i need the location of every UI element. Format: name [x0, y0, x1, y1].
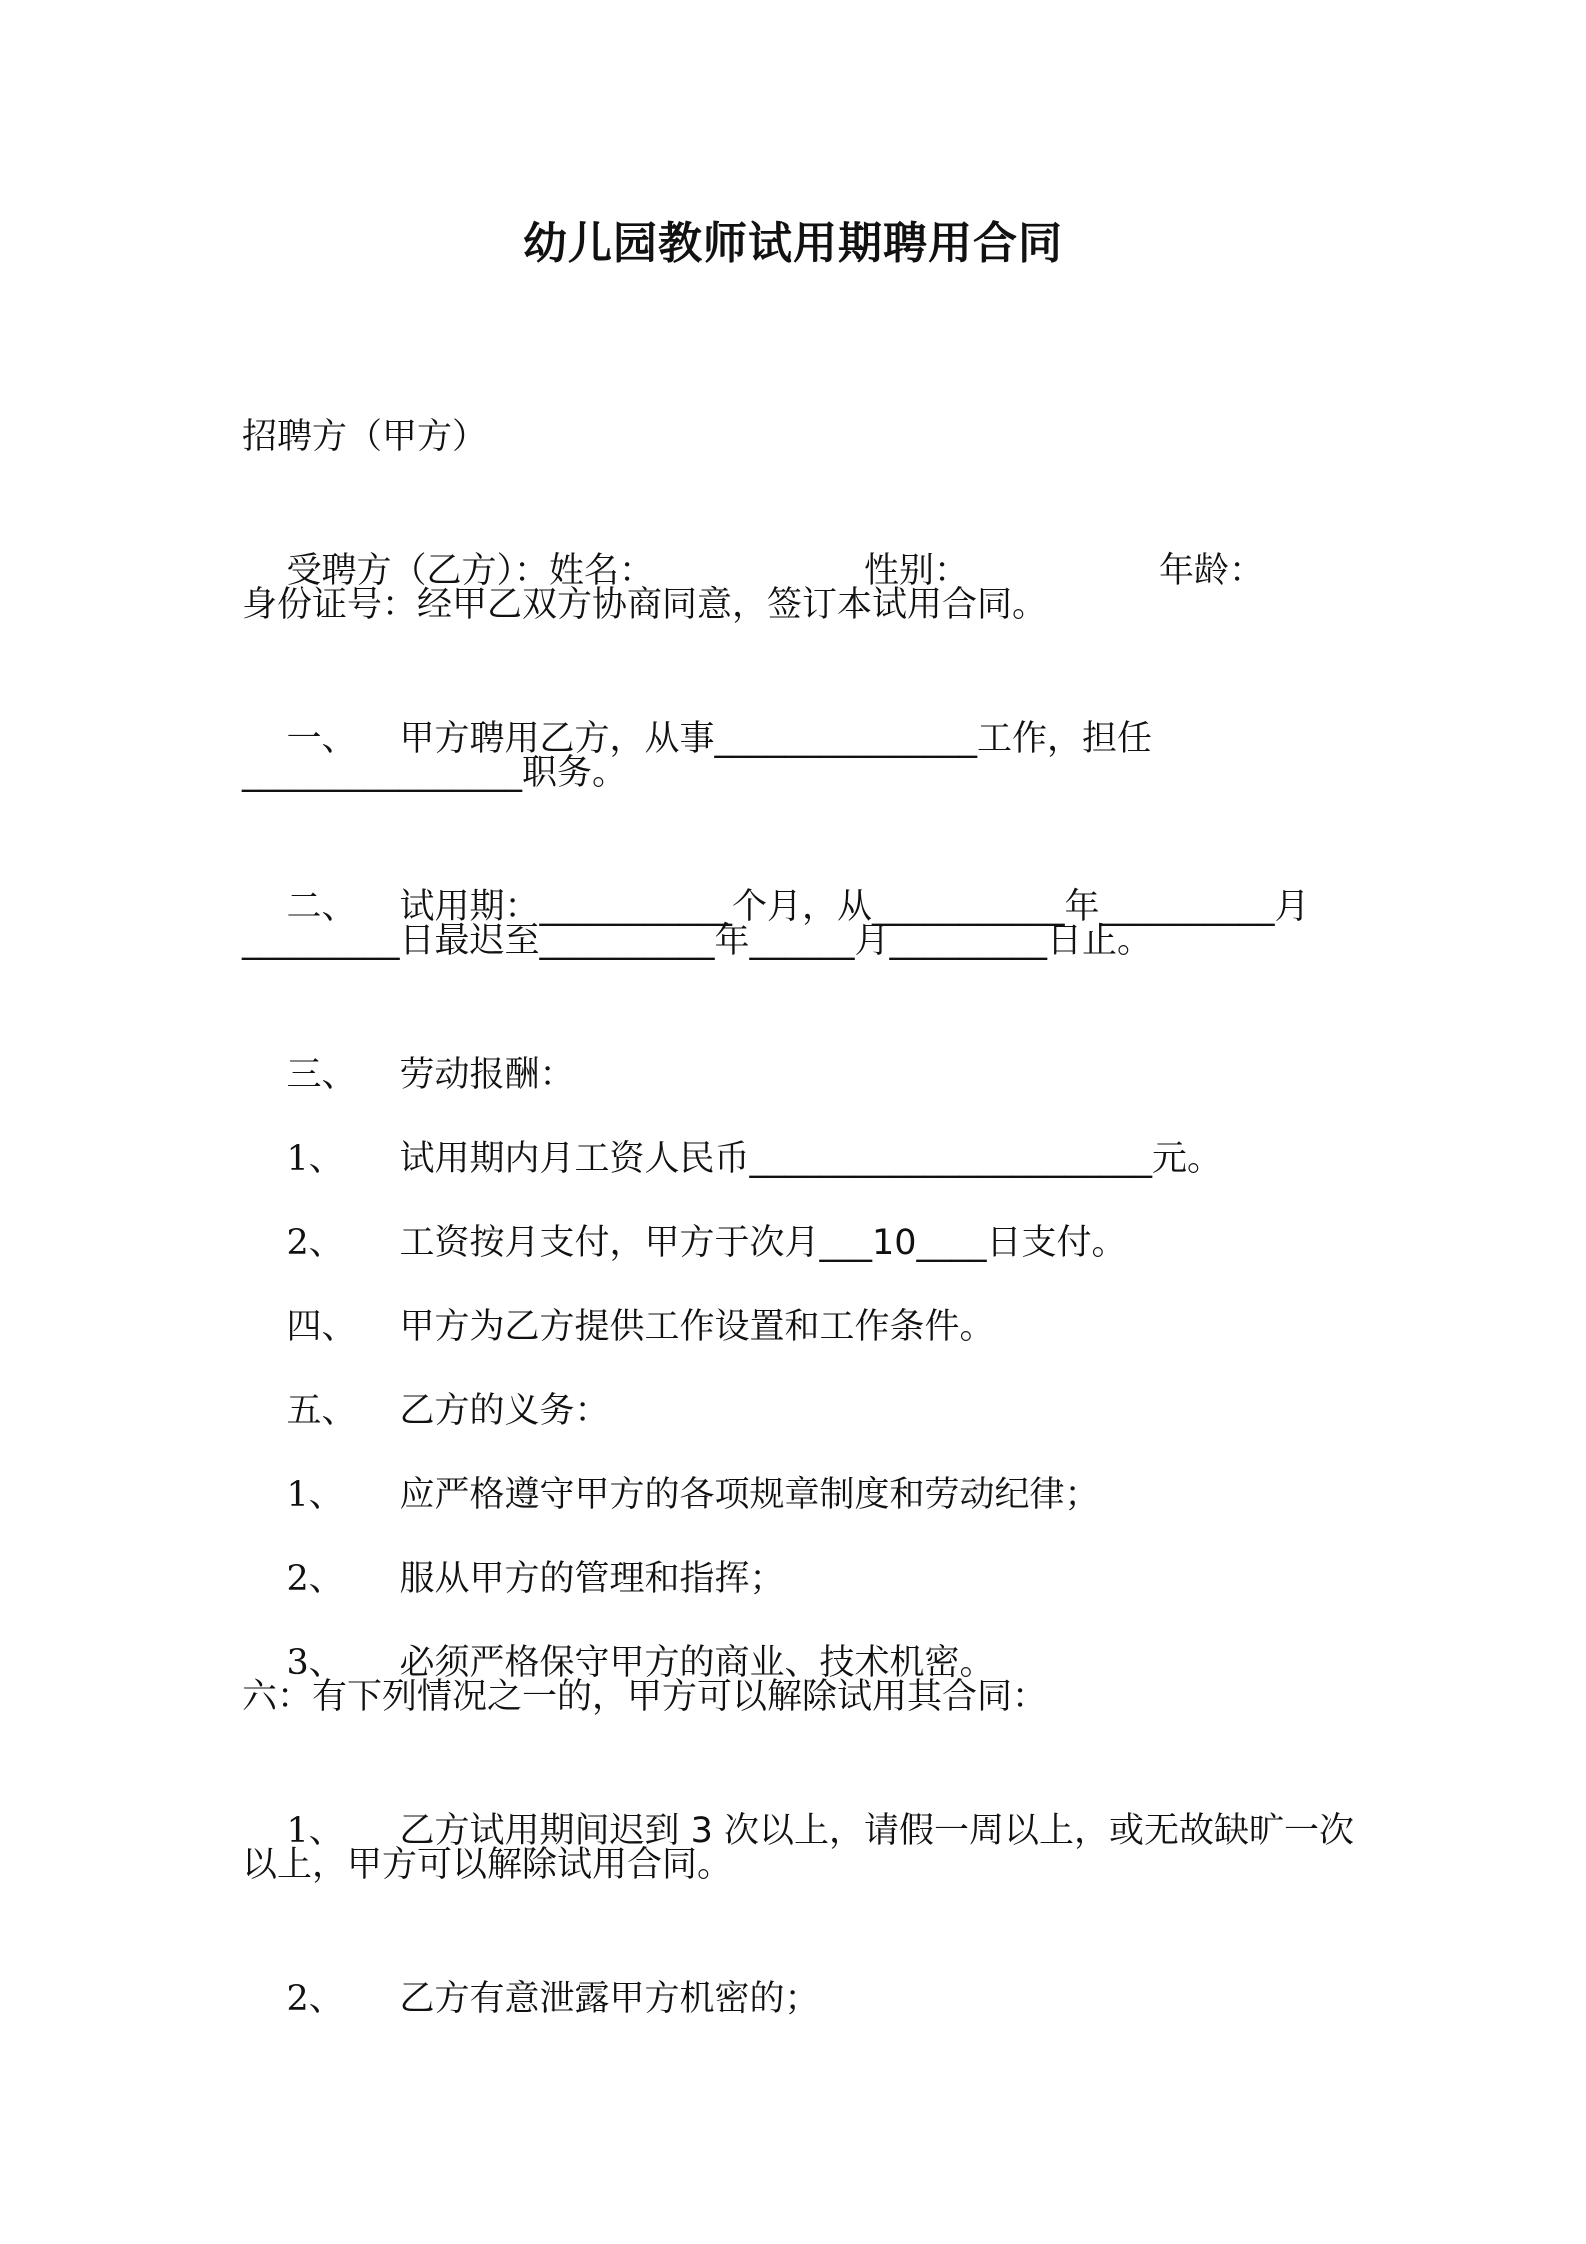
clause-1-number: 一、 — [286, 719, 357, 759]
party-a-line: 招聘方（甲方） — [242, 417, 488, 457]
clause-2-continuation: _________日最迟至__________年______月_________日止。 — [242, 921, 1153, 961]
clause-3-item-1-number: 1、 — [286, 1139, 344, 1179]
clause-3-item-2-text: 工资按月支付，甲方于次月___10____日支付。 — [399, 1223, 1127, 1263]
clause-3-number: 三、 — [286, 1055, 357, 1095]
clause-5-item-3-number: 3、 — [286, 1643, 344, 1683]
clause-3-text: 劳动报酬： — [399, 1055, 575, 1095]
clause-2-text: 试用期：___________个月，从___________年__________月 — [399, 887, 1310, 927]
party-b-gender-label: 性别： — [864, 551, 970, 591]
clause-5-item-2-number: 2、 — [286, 1559, 344, 1599]
clause-5-item-2-text: 服从甲方的管理和指挥； — [399, 1559, 785, 1599]
clause-6-item-1-continuation: 以上，甲方可以解除试用合同。 — [242, 1845, 733, 1885]
clause-6-item-2 — [242, 1924, 820, 2074]
clause-5-text: 乙方的义务： — [399, 1391, 610, 1431]
party-b-age-label: 年龄： — [1159, 551, 1265, 591]
clause-4-number: 四、 — [286, 1307, 357, 1347]
clause-5-item-1-number: 1、 — [286, 1475, 344, 1515]
party-b-name-label: 受聘方（乙方）：姓名： — [286, 551, 655, 591]
clause-3-item-1-text: 试用期内月工资人民币_______________________元。 — [399, 1139, 1223, 1179]
id-number-line: 身份证号：经甲乙双方协商同意，签订本试用合同。 — [242, 585, 1048, 625]
clause-1-continuation: ________________职务。 — [242, 753, 628, 793]
clause-5-number: 五、 — [286, 1391, 357, 1431]
clause-3-item-2-number: 2、 — [286, 1223, 344, 1263]
clause-6-item-1-text: 乙方试用期间迟到 3 次以上，请假一周以上，或无故缺旷一次 — [399, 1811, 1355, 1851]
document-title: 幼儿园教师试用期聘用合同 — [523, 218, 1063, 269]
clause-6-item-1-number: 1、 — [286, 1811, 344, 1851]
clause-2-number: 二、 — [286, 887, 357, 927]
clause-1-text: 甲方聘用乙方，从事_______________工作，担任 — [399, 719, 1153, 759]
clause-4-text: 甲方为乙方提供工作设置和工作条件。 — [399, 1307, 995, 1347]
clause-6-item-2-number: 2、 — [286, 1979, 344, 2019]
clause-5-item-1-text: 应严格遵守甲方的各项规章制度和劳动纪律； — [399, 1475, 1100, 1515]
clause-6-heading: 六：有下列情况之一的，甲方可以解除试用其合同： — [242, 1677, 1048, 1717]
clause-5-item-3-text: 必须严格保守甲方的商业、技术机密。 — [399, 1643, 995, 1683]
clause-6-item-2-text: 乙方有意泄露甲方机密的； — [399, 1979, 820, 2019]
